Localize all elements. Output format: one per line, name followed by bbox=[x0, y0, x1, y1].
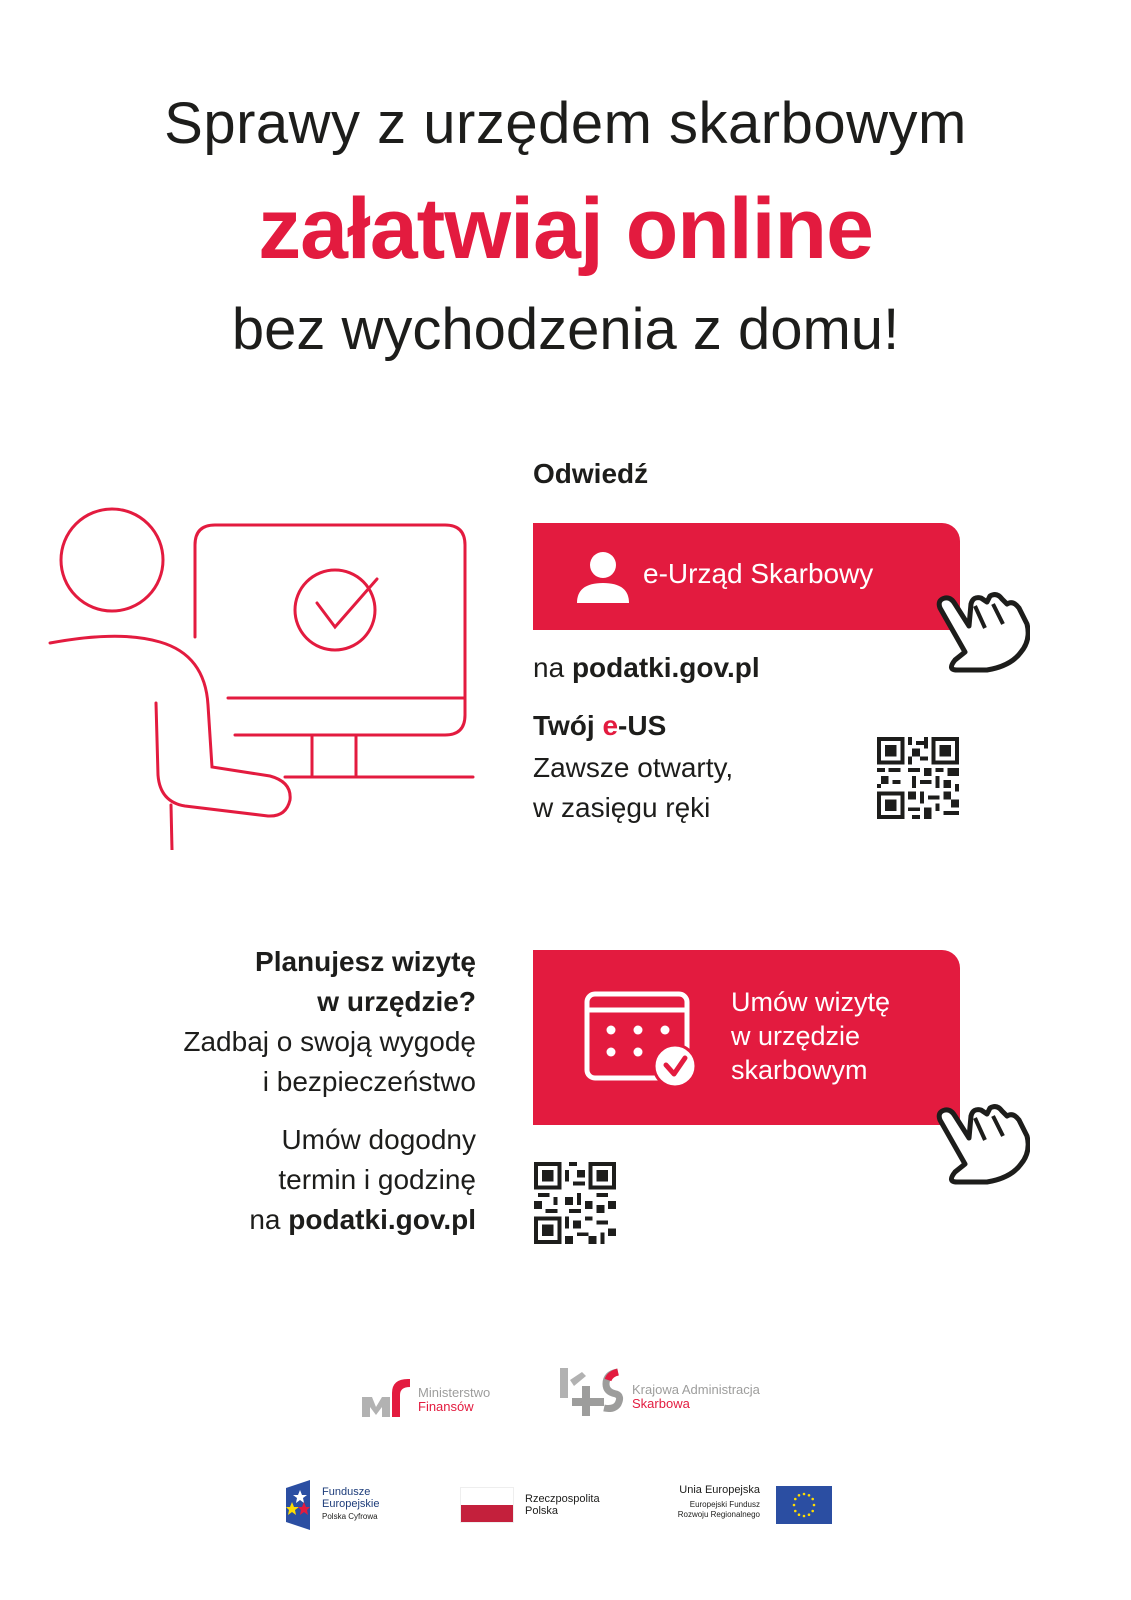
visit-question bbox=[183, 942, 476, 1240]
eus-url-link[interactable]: podatki.gov.pl bbox=[571, 652, 760, 683]
pointing-hand-icon bbox=[935, 1102, 1030, 1187]
book-visit-line-1: Umów wizytę bbox=[731, 987, 891, 1017]
polish-flag-icon bbox=[460, 1487, 514, 1523]
fe-flag-icon bbox=[286, 1480, 312, 1530]
book-visit-label bbox=[731, 985, 890, 1087]
tagline-prefix: Twój bbox=[533, 710, 603, 741]
fe-line-1: Fundusze bbox=[322, 1486, 371, 1498]
mf-logo-icon bbox=[362, 1375, 412, 1417]
visit-label: Odwiedź bbox=[533, 458, 649, 489]
ue-line-3: Rozwoju Regionalnego bbox=[677, 1510, 760, 1519]
check-circle-icon bbox=[295, 570, 375, 650]
tagline-accent: e bbox=[602, 710, 619, 741]
visit-body-line-1: Zadbaj o swoją wygodę bbox=[183, 1026, 476, 1057]
visit-question-line-1: Planujesz wizytę bbox=[255, 946, 476, 977]
unia-europejska-logo bbox=[660, 1484, 850, 1528]
person-at-computer-illustration bbox=[40, 480, 480, 850]
headline-line-1: Sprawy z urzędem skarbowym bbox=[164, 91, 967, 156]
kas-line-2: Skarbowa bbox=[632, 1396, 690, 1411]
headline-line-3: bez wychodzenia z domu! bbox=[231, 297, 900, 362]
fe-line-2: Europejskie bbox=[322, 1498, 380, 1510]
ue-line-1: Unia Europejska bbox=[679, 1484, 760, 1496]
fundusze-europejskie-logo bbox=[286, 1480, 416, 1530]
ue-line-2: Europejski Fundusz bbox=[689, 1500, 760, 1509]
url-prefix: na bbox=[249, 1204, 281, 1235]
qr-code-icon[interactable] bbox=[877, 737, 959, 819]
kas-logo-icon bbox=[560, 1368, 624, 1416]
visit-url-line bbox=[183, 1200, 476, 1240]
eu-flag-icon bbox=[776, 1486, 832, 1524]
ministerstwo-finansow-logo bbox=[362, 1375, 507, 1420]
visit-cta-line-2: termin i godzinę bbox=[278, 1164, 476, 1195]
book-visit-line-3: skarbowym bbox=[731, 1055, 868, 1085]
mf-line-1: Ministerstwo bbox=[418, 1385, 491, 1400]
rp-line-2: Polska bbox=[525, 1505, 559, 1517]
visit-url-link[interactable]: podatki.gov.pl bbox=[288, 1204, 476, 1235]
e-urzad-skarbowy-label: e-Urząd Skarbowy bbox=[643, 558, 874, 589]
qr-code-icon[interactable] bbox=[534, 1162, 616, 1244]
tagline-suffix: -US bbox=[618, 710, 667, 741]
rzeczpospolita-polska-logo bbox=[460, 1487, 630, 1527]
rp-line-1: Rzeczpospolita bbox=[525, 1493, 600, 1505]
mf-line-2: Finansów bbox=[418, 1399, 474, 1414]
fe-line-3: Polska Cyfrowa bbox=[322, 1512, 378, 1521]
headline-line-2: załatwiaj online bbox=[258, 181, 873, 277]
calendar-check-icon bbox=[583, 990, 703, 1090]
eus-url-line bbox=[533, 648, 760, 688]
book-visit-button[interactable] bbox=[533, 950, 960, 1125]
visit-cta-line-1: Umów dogodny bbox=[281, 1124, 476, 1155]
eus-desc-line-1: Zawsze otwarty, bbox=[533, 752, 734, 783]
eus-desc-line-2: w zasięgu ręki bbox=[533, 792, 711, 823]
kas-logo bbox=[560, 1368, 790, 1418]
e-urzad-skarbowy-button[interactable] bbox=[533, 523, 960, 630]
pointing-hand-icon bbox=[935, 590, 1030, 675]
eus-tagline bbox=[533, 710, 666, 742]
visit-body-line-2: i bezpieczeństwo bbox=[262, 1066, 476, 1097]
book-visit-line-2: w urzędzie bbox=[731, 1021, 861, 1051]
user-icon bbox=[573, 547, 633, 607]
url-prefix: na bbox=[533, 652, 565, 683]
kas-line-1: Krajowa Administracja bbox=[632, 1382, 760, 1397]
visit-question-line-2: w urzędzie? bbox=[317, 986, 476, 1017]
